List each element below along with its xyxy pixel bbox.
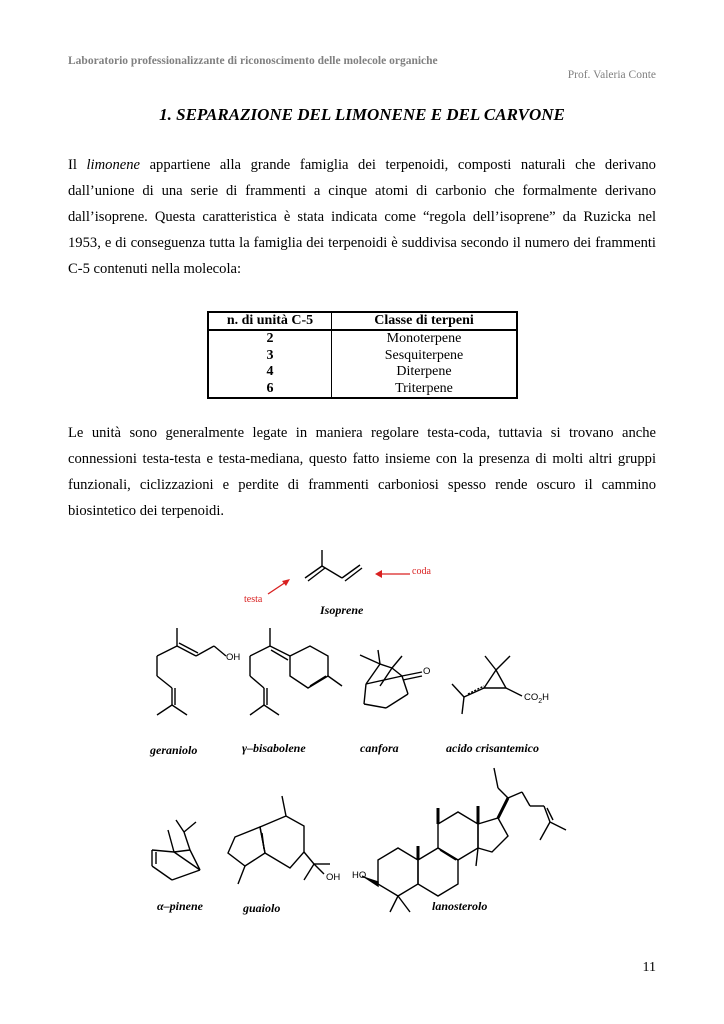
lanosterol-structure xyxy=(362,768,566,912)
pinene-structure xyxy=(152,820,200,880)
header-author: Prof. Valeria Conte xyxy=(567,69,656,81)
geraniol-oh-label: OH xyxy=(226,652,241,663)
guaiol-structure xyxy=(228,796,330,884)
guaiol-oh-label: OH xyxy=(326,872,341,883)
page-number: 11 xyxy=(642,960,656,975)
paragraph-line: connessioni testa-testa e testa-mediana, questo fatto insieme con la presenza di molti altri gruppi xyxy=(68,451,656,467)
table-header-units: n. di unità C-5 xyxy=(208,312,332,330)
paragraph-line: biosintetico dei terpenoidi. xyxy=(68,503,225,519)
table-cell-units: 6 xyxy=(208,381,332,399)
chrysanthemic-acid-structure xyxy=(452,656,522,714)
table-cell-class: Monoterpene xyxy=(386,331,462,346)
lanosterol-ho-label: HO xyxy=(352,870,367,881)
head-tail-arrows xyxy=(268,570,410,594)
table-cell-units: 4 xyxy=(208,364,332,381)
camphor-o-label: O xyxy=(423,666,431,677)
paragraph-line: funzionali, ciclizzazioni e perdite di frammenti carboniosi spesso rende oscuro il cammino xyxy=(68,477,656,493)
camphor-structure xyxy=(360,650,422,708)
bisabolene-label: γ–bisabolene xyxy=(242,741,306,755)
chrysanthemic-acid-label: acido crisantemico xyxy=(446,741,539,755)
header-course: Laboratorio professionalizzante di riconoscimento delle molecole organiche xyxy=(68,55,438,67)
guaiol-label: guaiolo xyxy=(243,901,281,915)
section-title: 1. SEPARAZIONE DEL LIMONENE E DEL CARVONE xyxy=(159,105,565,124)
table-cell-class: Sesquiterpene xyxy=(384,347,464,363)
geraniol-structure xyxy=(157,628,226,715)
isoprene-label: Isoprene xyxy=(320,603,364,617)
head-annotation: testa xyxy=(244,594,263,605)
paragraph-line: dall’unione di una serie di frammenti a cinque atomi di carbonio che formalmente derivano xyxy=(68,183,656,199)
paragraph-line: 1953, e di conseguenza tutta la famiglia dei terpenoidi è suddivisa secondo il numero dei frammenti xyxy=(68,235,656,251)
table-cell-class: Diterpene xyxy=(396,364,452,379)
table-cell-units: 2 xyxy=(208,330,332,348)
table-header-class: Classe di terpeni xyxy=(332,312,518,330)
camphor-label: canfora xyxy=(360,741,399,755)
paragraph-line: Le unità sono generalmente legate in maniera regolare testa-coda, tuttavia si trovano anche xyxy=(68,425,656,441)
table-cell-units: 3 xyxy=(208,348,332,365)
pinene-label: α–pinene xyxy=(157,899,203,913)
lanosterol-label: lanosterolo xyxy=(432,899,488,913)
line-rest: appartiene alla grande famiglia dei terpenoidi, composti naturali che derivano xyxy=(149,157,656,173)
paragraph-line: C-5 contenuti nella molecola: xyxy=(68,261,242,277)
tail-annotation: coda xyxy=(412,566,431,577)
table-cell-class: Triterpene xyxy=(395,380,453,396)
chrysanthemic-co2h-label: $CO_2H$ xyxy=(524,692,550,705)
geraniol-label: geraniolo xyxy=(150,743,198,757)
bisabolene-structure xyxy=(250,628,342,715)
lead-word: Il xyxy=(68,157,77,173)
isoprene-structure xyxy=(305,550,362,581)
term-limonene: limonene xyxy=(86,157,140,173)
paragraph-line: dall’isoprene. Questa caratteristica è stata indicata come “regola dell’isoprene” da Ruzicka nel xyxy=(68,209,656,225)
